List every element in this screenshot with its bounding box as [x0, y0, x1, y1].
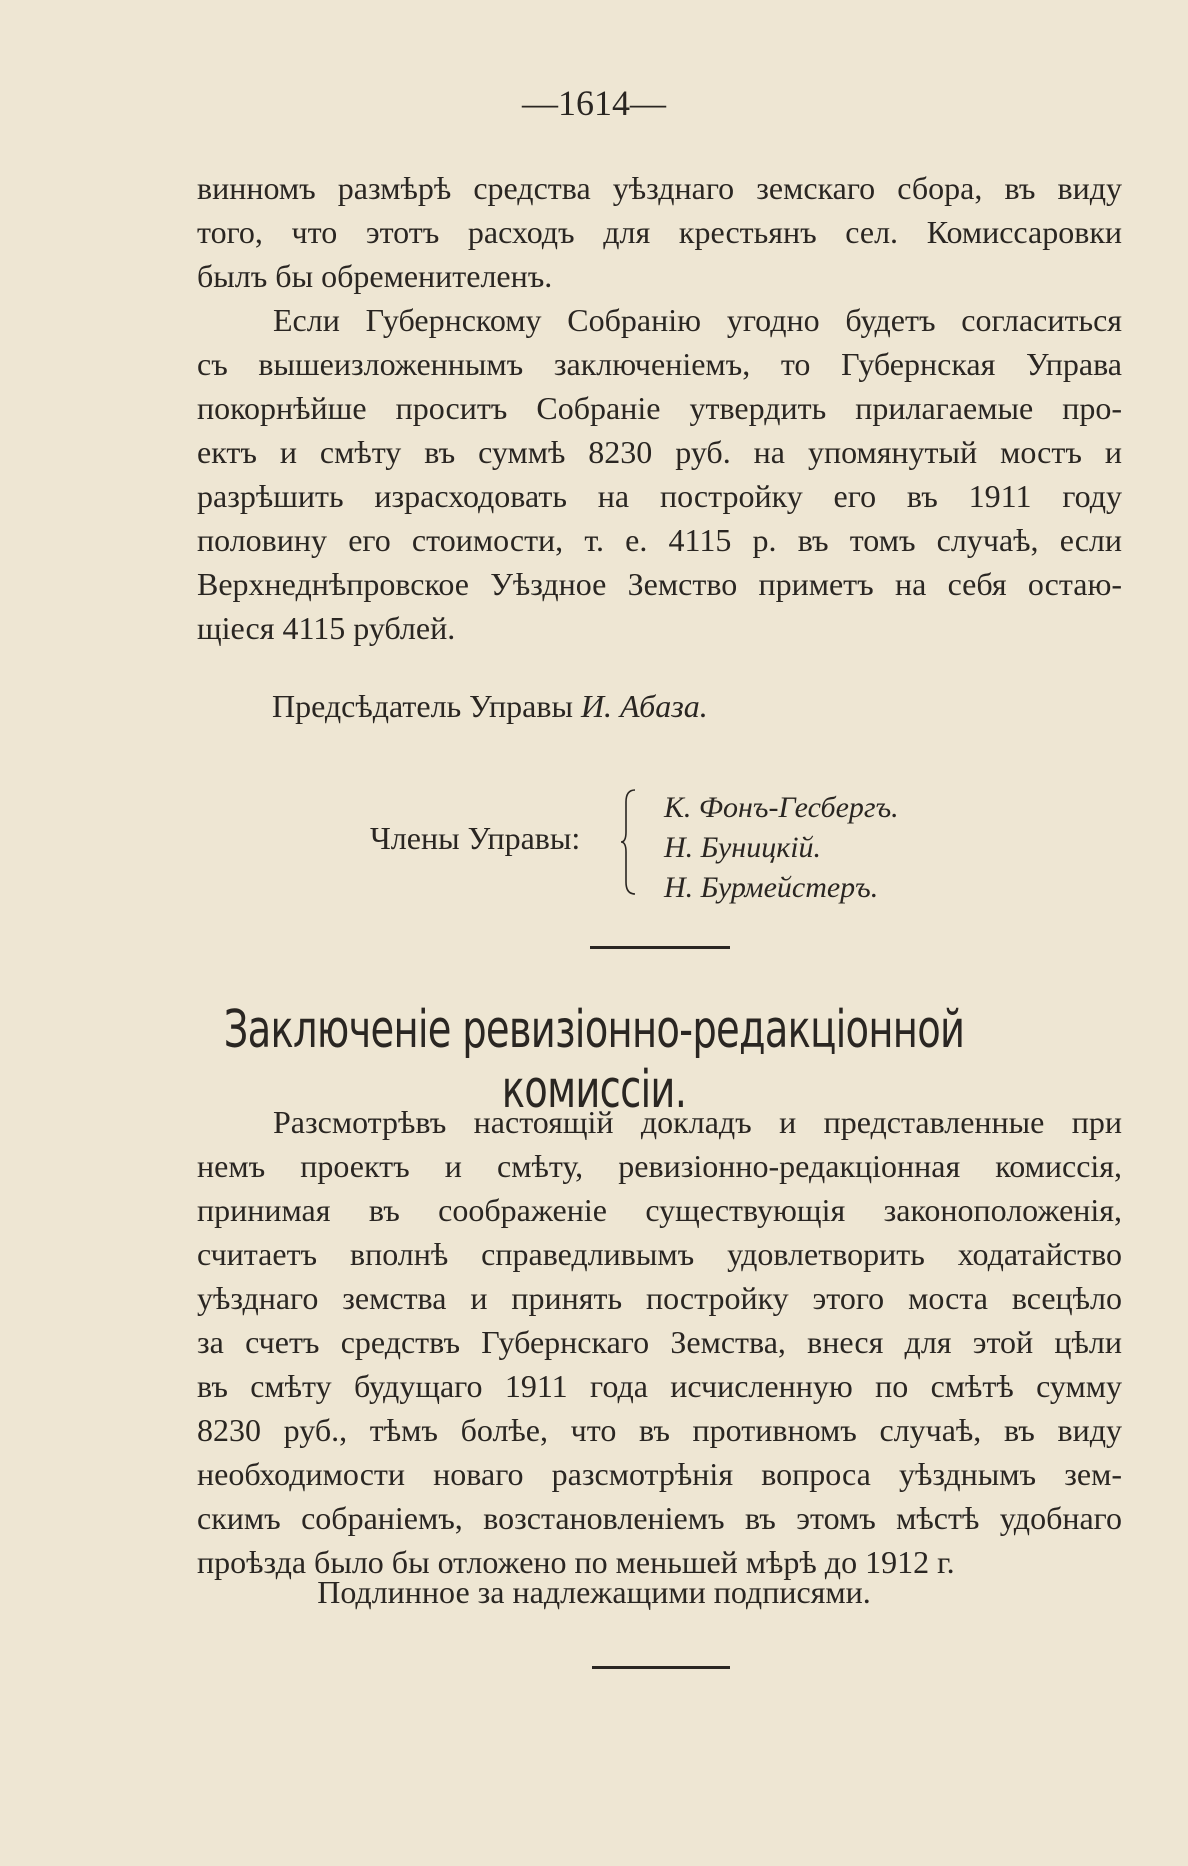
- top-paragraph: [197, 166, 1122, 298]
- text-line: уѣзднаго земства и принять постройку этого моста всецѣло: [197, 1280, 1122, 1316]
- section-heading: Заключеніе ревизіонно-редакціонной комиссіи.: [223, 1000, 965, 1120]
- text-line: покорнѣйше проситъ Собраніе утвердить прилагаемые про-: [197, 390, 1122, 426]
- text-line: ектъ и смѣту въ суммѣ 8230 руб. на упомянутый мостъ и: [197, 434, 1122, 470]
- text-line: необходимости новаго разсмотрѣнія вопроса уѣзднымъ зем-: [197, 1456, 1122, 1492]
- member-name: К. Фонъ-Гесбергъ.: [664, 791, 899, 824]
- text-line: Верхнеднѣпровское Уѣздное Земство приметъ на себя остаю-: [197, 566, 1122, 602]
- text-line: щіеся 4115 рублей.: [197, 610, 456, 646]
- text-line: винномъ размѣрѣ средства уѣзднаго земскаго сбора, въ виду: [197, 170, 1122, 206]
- text-line: проѣзда было бы отложено по меньшей мѣрѣ до 1912 г.: [197, 1544, 955, 1580]
- text-line: въ смѣту будущаго 1911 года исчисленную по смѣтѣ сумму: [197, 1368, 1122, 1404]
- text-line: считаетъ вполнѣ справедливымъ удовлетворить ходатайство: [197, 1236, 1122, 1272]
- text-line: былъ бы обременителенъ.: [197, 258, 553, 294]
- divider: [590, 946, 730, 949]
- text-line: скимъ собраніемъ, возстановленіемъ въ этомъ мѣстѣ удобнаго: [197, 1500, 1122, 1536]
- member-name: Н. Буницкій.: [664, 831, 822, 864]
- text-line: разрѣшить израсходовать на постройку его въ 1911 году: [197, 478, 1122, 514]
- text-line: половину его стоимости, т. е. 4115 р. въ томъ случаѣ, если: [197, 522, 1122, 558]
- closing-note: Подлинное за надлежащими подписями.: [317, 1574, 871, 1610]
- chairman-name: И. Абаза.: [580, 688, 708, 724]
- page-number: —1614—: [522, 83, 666, 123]
- commission-paragraph: [197, 1100, 1122, 1584]
- members-label: Члены Управы:: [370, 820, 581, 856]
- text-line: 8230 руб., тѣмъ болѣе, что въ противномъ случаѣ, въ виду: [197, 1412, 1122, 1448]
- divider: [592, 1666, 730, 1669]
- members-names: [664, 788, 899, 908]
- text-line: того, что этотъ расходъ для крестьянъ сел. Комиссаровки: [197, 214, 1122, 250]
- text-line: за счетъ средствъ Губернскаго Земства, внеся для этой цѣли: [197, 1324, 1122, 1360]
- chairman-label: Предсѣдатель Управы: [272, 688, 573, 724]
- text-line: Если Губернскому Собранію угодно будетъ согласиться: [273, 302, 1122, 338]
- text-line: немъ проектъ и смѣту, ревизіонно-редакціонная комиссія,: [197, 1148, 1122, 1184]
- brace-icon: [620, 788, 638, 896]
- text-line: съ вышеизложеннымъ заключеніемъ, то Губернская Управа: [197, 346, 1122, 382]
- text-line: принимая въ соображеніе существующія законоположенія,: [197, 1192, 1122, 1228]
- text-line: Разсмотрѣвъ настоящій докладъ и представленные при: [273, 1104, 1122, 1140]
- member-name: Н. Бурмейстеръ.: [664, 871, 879, 904]
- chairman-signature: [272, 688, 708, 725]
- second-paragraph: [197, 298, 1122, 650]
- members-signatures: [0, 788, 1188, 904]
